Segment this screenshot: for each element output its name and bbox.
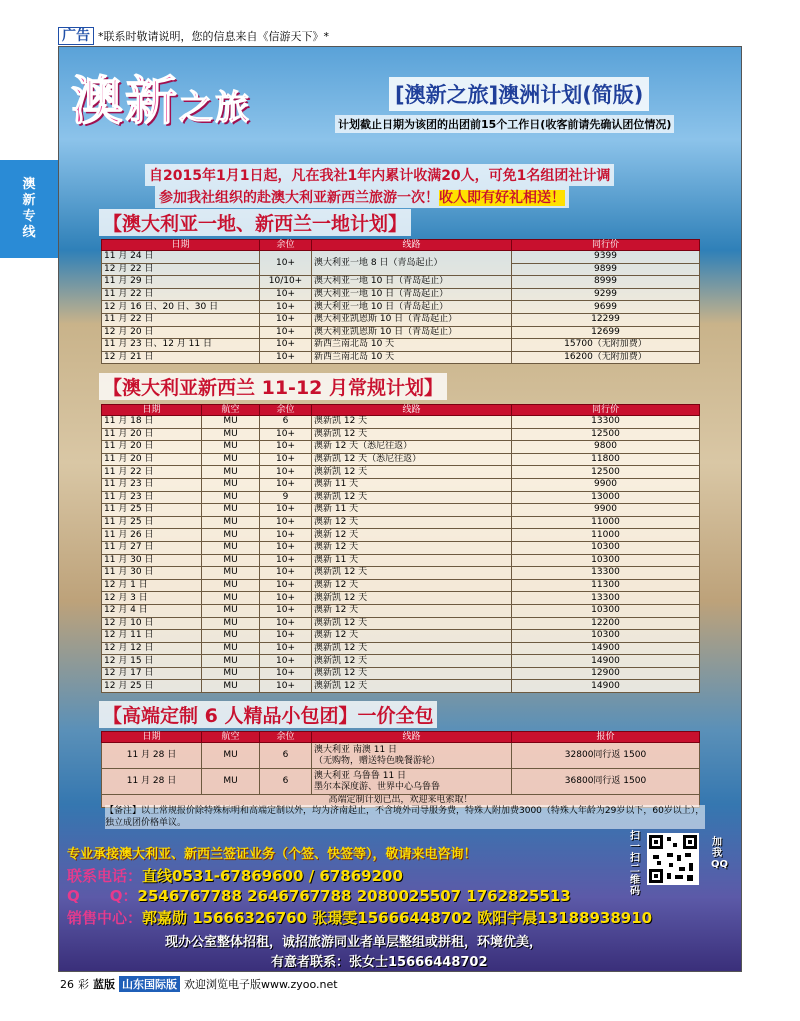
cell-airline: MU [202, 491, 260, 504]
cell-date: 12 月 17 日 [102, 667, 202, 680]
cell-route: 澳新凯 12 天 [312, 667, 512, 680]
cell-airline: MU [202, 441, 260, 454]
table-australia-nz-single [101, 239, 700, 364]
cell-price: 14900 [512, 655, 700, 668]
cell-seats: 10+ [260, 453, 312, 466]
cell-price: 12900 [512, 667, 700, 680]
cell-date: 12 月 12 日 [102, 642, 202, 655]
table-row [102, 655, 700, 668]
phone-label: 联系电话： [67, 867, 143, 885]
side-tab-char: 澳 [22, 177, 36, 192]
table-row [102, 529, 700, 542]
cell-airline: MU [202, 504, 260, 517]
table-header-row [102, 405, 700, 416]
table-row [102, 504, 700, 517]
cell-price: 14900 [512, 680, 700, 693]
cell-seats: 10+ [260, 313, 312, 326]
cell-route: 澳大利亚一地 10 日（青岛起止） [312, 301, 512, 314]
table-footer-note: 高端定制计划已出，欢迎来电索取！ [102, 795, 700, 808]
cell-seats: 10+ [260, 326, 312, 339]
col-header: 余位 [260, 405, 312, 416]
table-row [102, 491, 700, 504]
cell-route: 澳大利亚一地 8 日（青岛起止） [312, 251, 512, 276]
contact-phone [67, 865, 403, 886]
cell-price: 16200（无附加费） [512, 351, 700, 364]
cell-seats: 10+ [260, 630, 312, 643]
cell-seats: 10+ [260, 251, 312, 276]
table-row [102, 466, 700, 479]
table-row [102, 567, 700, 580]
cell-airline: MU [202, 667, 260, 680]
cell-airline: MU [202, 655, 260, 668]
qq-label: Q Q： [67, 887, 138, 905]
cell-airline: MU [202, 466, 260, 479]
cell-date: 11 月 23 日 [102, 478, 202, 491]
cell-seats: 10+ [260, 554, 312, 567]
table-regular-plan [101, 404, 700, 693]
table-row [102, 667, 700, 680]
cell-seats: 10+ [260, 667, 312, 680]
cell-airline: MU [202, 554, 260, 567]
cell-price: 13300 [512, 416, 700, 429]
table-row [102, 251, 700, 264]
cell-date: 11 月 30 日 [102, 567, 202, 580]
cell-route: 澳新凯 12 天 [312, 428, 512, 441]
brand-small: 之旅 [179, 88, 252, 128]
cell-route: 澳新凯 12 天 [312, 466, 512, 479]
cell-price: 36800同行返 1500 [512, 769, 700, 795]
ad-notice: *联系时敬请说明，您的信息来自《信游天下》* [98, 30, 329, 43]
cell-seats: 10+ [260, 339, 312, 352]
cell-route: 澳新凯 12 天（悉尼往返） [312, 453, 512, 466]
cell-price: 9900 [512, 504, 700, 517]
cell-seats: 10+ [260, 516, 312, 529]
cell-route: 新西兰南北岛 10 天 [312, 351, 512, 364]
table-row [102, 313, 700, 326]
cell-date: 12 月 3 日 [102, 592, 202, 605]
route-line-2: （无购物，赠送特色晚餐游轮） [314, 755, 441, 766]
cell-seats: 10+ [260, 604, 312, 617]
cell-date: 12 月 25 日 [102, 680, 202, 693]
table-row [102, 453, 700, 466]
cell-airline: MU [202, 680, 260, 693]
remarks-note: 【备注】以上常规报价除特殊标明和高端定制以外，均为济南起止，不含境外司导服务费，特殊人附加费3000（特殊人年龄为29岁以下，60岁以上），独立成团价格单议。 [105, 806, 705, 828]
table-row [102, 326, 700, 339]
table-row [102, 339, 700, 352]
table-row [102, 516, 700, 529]
side-tab-char: 专 [22, 209, 36, 224]
route-line-1: 澳大利亚 南澳 11 日 [314, 744, 398, 755]
site-link[interactable]: 欢迎浏览电子版www.zyoo.net [184, 978, 338, 991]
cell-seats: 9 [260, 491, 312, 504]
plan-title: [澳新之旅]澳洲计划(简版) [389, 77, 649, 111]
cell-price: 9699 [512, 301, 700, 314]
cell-date: 11 月 27 日 [102, 541, 202, 554]
cell-airline: MU [202, 617, 260, 630]
cell-date: 11 月 24 日 [102, 251, 260, 264]
brand-title [71, 59, 251, 134]
table-row [102, 642, 700, 655]
col-header: 日期 [102, 405, 202, 416]
table-row [102, 276, 700, 289]
cell-airline: MU [202, 769, 260, 795]
cell-date: 11 月 28 日 [102, 743, 202, 769]
section-heading-3: 【高端定制 6 人精品小包团】一价全包 [99, 701, 437, 728]
qr-scan-label: 扫一扫二维码 [630, 831, 640, 897]
cell-price: 9899 [512, 263, 700, 276]
cell-seats: 10+ [260, 642, 312, 655]
cell-date: 12 月 22 日 [102, 263, 260, 276]
page-number: 26 [60, 977, 74, 991]
cell-route: 澳新 11 天 [312, 478, 512, 491]
cell-date: 11 月 26 日 [102, 529, 202, 542]
contact-qq [67, 885, 571, 906]
office-contact-line: 有意者联系：张女士15666448702 [271, 955, 488, 970]
cell-seats: 6 [260, 416, 312, 429]
table-row [102, 769, 700, 795]
cell-seats: 10+ [260, 541, 312, 554]
col-header: 日期 [102, 240, 260, 251]
table-row [102, 554, 700, 567]
cell-price: 11000 [512, 516, 700, 529]
table-row [102, 541, 700, 554]
plan-subtitle: 计划截止日期为该团的出团前15个工作日(收客前请先确认团位情况) [335, 115, 674, 133]
section-heading-1: 【澳大利亚一地、新西兰一地计划】 [99, 209, 411, 236]
cell-price: 11000 [512, 529, 700, 542]
phone-value[interactable]: 直线0531-67869600 / 67869200 [142, 867, 403, 885]
cell-route: 新西兰南北岛 10 天 [312, 339, 512, 352]
cell-seats: 10+ [260, 441, 312, 454]
cell-seats: 10+ [260, 504, 312, 517]
qq-value[interactable]: 2546767788 2646767788 2080025507 1762825513 [137, 887, 571, 905]
table-row [102, 301, 700, 314]
table-row [102, 288, 700, 301]
cell-airline: MU [202, 478, 260, 491]
cell-price: 12500 [512, 466, 700, 479]
cell-airline: MU [202, 541, 260, 554]
cell-airline: MU [202, 516, 260, 529]
cell-seats: 10+ [260, 529, 312, 542]
cell-date: 11 月 25 日 [102, 516, 202, 529]
cell-route: 澳新凯 12 天 [312, 642, 512, 655]
table-row [102, 630, 700, 643]
cell-airline: MU [202, 642, 260, 655]
cell-route: 澳新凯 12 天 [312, 592, 512, 605]
table-row [102, 592, 700, 605]
col-header: 报价 [512, 732, 700, 743]
cell-date: 11 月 20 日 [102, 428, 202, 441]
cell-airline: MU [202, 567, 260, 580]
cell-seats: 6 [260, 769, 312, 795]
cell-price: 9900 [512, 478, 700, 491]
cell-airline: MU [202, 579, 260, 592]
section-heading-2: 【澳大利亚新西兰 11-12 月常规计划】 [99, 373, 447, 400]
cell-airline: MU [202, 743, 260, 769]
cell-seats: 10+ [260, 478, 312, 491]
cell-route: 澳大利亚一地 10 日（青岛起止） [312, 276, 512, 289]
cell-date: 12 月 21 日 [102, 351, 260, 364]
cell-route: 澳新凯 12 天 [312, 617, 512, 630]
cell-price: 10300 [512, 541, 700, 554]
cell-price: 12500 [512, 428, 700, 441]
qr-code-graphic [649, 835, 697, 883]
cell-airline: MU [202, 453, 260, 466]
col-header: 同行价 [512, 240, 700, 251]
cell-route: 澳大利亚一地 10 日（青岛起止） [312, 288, 512, 301]
cell-route: 澳新 11 天 [312, 554, 512, 567]
cell-date: 11 月 30 日 [102, 554, 202, 567]
edition-label: 蓝版 [93, 978, 115, 991]
cell-route: 澳新 12 天 [312, 541, 512, 554]
cell-date: 12 月 11 日 [102, 630, 202, 643]
side-tab[interactable] [0, 160, 58, 258]
cell-price: 9299 [512, 288, 700, 301]
cell-seats: 10+ [260, 655, 312, 668]
table-row [102, 604, 700, 617]
promo-line-2 [155, 186, 569, 208]
table-row [102, 478, 700, 491]
col-header: 余位 [260, 240, 312, 251]
cell-route: 澳大利亚凯恩斯 10 日（青岛起止） [312, 313, 512, 326]
table-row [102, 680, 700, 693]
cell-seats: 10+ [260, 351, 312, 364]
cell-route: 澳新 12 天（悉尼往返） [312, 441, 512, 454]
cell-seats: 10+ [260, 428, 312, 441]
cell-route: 澳新凯 12 天 [312, 567, 512, 580]
cell-date: 12 月 16 日、20 日、30 日 [102, 301, 260, 314]
col-header: 日期 [102, 732, 202, 743]
cell-seats: 10+ [260, 301, 312, 314]
cell-route: 澳新 12 天 [312, 579, 512, 592]
side-tab-char: 新 [22, 193, 36, 208]
cell-route [312, 769, 512, 795]
cell-seats: 10+ [260, 592, 312, 605]
cell-price: 15700（无附加费） [512, 339, 700, 352]
cell-seats: 10+ [260, 567, 312, 580]
table-premium-small-group [101, 731, 700, 808]
cell-price: 14900 [512, 642, 700, 655]
col-header: 航空 [202, 732, 260, 743]
table-row [102, 416, 700, 429]
cell-date: 12 月 15 日 [102, 655, 202, 668]
cell-price: 10300 [512, 604, 700, 617]
ad-frame [58, 46, 742, 972]
cell-route: 澳新 12 天 [312, 529, 512, 542]
route-line-2: 墨尔本深度游、世界中心乌鲁鲁 [314, 781, 441, 792]
table-header-row [102, 732, 700, 743]
col-header: 同行价 [512, 405, 700, 416]
cell-seats: 10/10+ [260, 276, 312, 289]
cell-route: 澳新凯 12 天 [312, 416, 512, 429]
col-header: 余位 [260, 732, 312, 743]
cell-route: 澳新凯 12 天 [312, 491, 512, 504]
office-rent-line: 现办公室整体招租，诚招旅游同业者单层整组或拼租，环境优美， [165, 935, 543, 950]
cell-price: 8999 [512, 276, 700, 289]
cell-airline: MU [202, 428, 260, 441]
cell-route: 澳新 12 天 [312, 516, 512, 529]
cell-date: 11 月 18 日 [102, 416, 202, 429]
table-row [102, 351, 700, 364]
cell-seats: 10+ [260, 617, 312, 630]
sales-value[interactable]: 郭嘉勋 15666326760 张璟雯15666448702 欧阳宇晨13188938910 [142, 909, 653, 927]
cell-price: 13300 [512, 567, 700, 580]
cell-route: 澳大利亚凯恩斯 10 日（青岛起止） [312, 326, 512, 339]
cell-airline: MU [202, 604, 260, 617]
table-header-row [102, 240, 700, 251]
visa-slogan: 专业承接澳大利亚、新西兰签证业务（个签、快签等），敬请来电咨询！ [67, 847, 477, 862]
route-line-1: 澳大利亚 乌鲁鲁 11 日 [314, 770, 407, 781]
cell-date: 11 月 22 日 [102, 313, 260, 326]
ad-label: 广告 [58, 27, 94, 45]
page-footer [60, 976, 338, 992]
cell-price: 13300 [512, 592, 700, 605]
cell-price: 11800 [512, 453, 700, 466]
cell-airline: MU [202, 630, 260, 643]
cell-price: 32800同行返 1500 [512, 743, 700, 769]
cell-price: 12699 [512, 326, 700, 339]
cell-price: 9399 [512, 251, 700, 264]
cell-airline: MU [202, 592, 260, 605]
table-row [102, 441, 700, 454]
cell-price: 12299 [512, 313, 700, 326]
cell-date: 11 月 23 日 [102, 491, 202, 504]
cell-date: 11 月 28 日 [102, 769, 202, 795]
cell-date: 12 月 1 日 [102, 579, 202, 592]
table-row [102, 617, 700, 630]
cell-price: 10300 [512, 554, 700, 567]
col-header: 线路 [312, 405, 512, 416]
cell-date: 11 月 22 日 [102, 288, 260, 301]
contact-sales [67, 907, 652, 928]
cell-seats: 10+ [260, 579, 312, 592]
cell-seats: 10+ [260, 680, 312, 693]
cell-route [312, 743, 512, 769]
brand-main: 澳新 [71, 71, 180, 132]
cell-route: 澳新 11 天 [312, 504, 512, 517]
cell-price: 13000 [512, 491, 700, 504]
cell-date: 11 月 20 日 [102, 441, 202, 454]
edition-name: 山东国际版 [119, 976, 180, 992]
cell-price: 12200 [512, 617, 700, 630]
cell-date: 12 月 20 日 [102, 326, 260, 339]
cell-price: 9800 [512, 441, 700, 454]
col-header: 线路 [312, 240, 512, 251]
qr-add-qq-label: 加我QQ [711, 837, 729, 870]
cell-price: 10300 [512, 630, 700, 643]
cell-airline: MU [202, 529, 260, 542]
cell-seats: 6 [260, 743, 312, 769]
cell-price: 11300 [512, 579, 700, 592]
cell-route: 澳新 12 天 [312, 604, 512, 617]
color-label: 彩 [78, 978, 89, 991]
cell-airline: MU [202, 416, 260, 429]
promo-line-1: 自2015年1月1日起，凡在我社1年内累计收满20人，可免1名组团社计调 [145, 164, 614, 186]
table-row [102, 579, 700, 592]
cell-route: 澳新凯 12 天 [312, 655, 512, 668]
top-bar [58, 26, 748, 46]
cell-date: 12 月 4 日 [102, 604, 202, 617]
cell-seats: 10+ [260, 466, 312, 479]
sales-label: 销售中心： [67, 909, 143, 927]
table-row [102, 743, 700, 769]
side-tab-char: 线 [22, 225, 36, 240]
promo-highlight: 收人即有好礼相送！ [439, 190, 565, 206]
promo-text: 参加我社组织的赴澳大利亚新西兰旅游一次！ [159, 190, 439, 206]
cell-seats: 10+ [260, 288, 312, 301]
col-header: 航空 [202, 405, 260, 416]
table-row [102, 428, 700, 441]
col-header: 线路 [312, 732, 512, 743]
cell-route: 澳新 12 天 [312, 630, 512, 643]
cell-date: 11 月 29 日 [102, 276, 260, 289]
cell-route: 澳新凯 12 天 [312, 680, 512, 693]
cell-date: 11 月 25 日 [102, 504, 202, 517]
cell-date: 11 月 23 日、12 月 11 日 [102, 339, 260, 352]
cell-date: 11 月 20 日 [102, 453, 202, 466]
cell-date: 11 月 22 日 [102, 466, 202, 479]
qq-qr-code-icon[interactable] [647, 833, 699, 885]
cell-date: 12 月 10 日 [102, 617, 202, 630]
